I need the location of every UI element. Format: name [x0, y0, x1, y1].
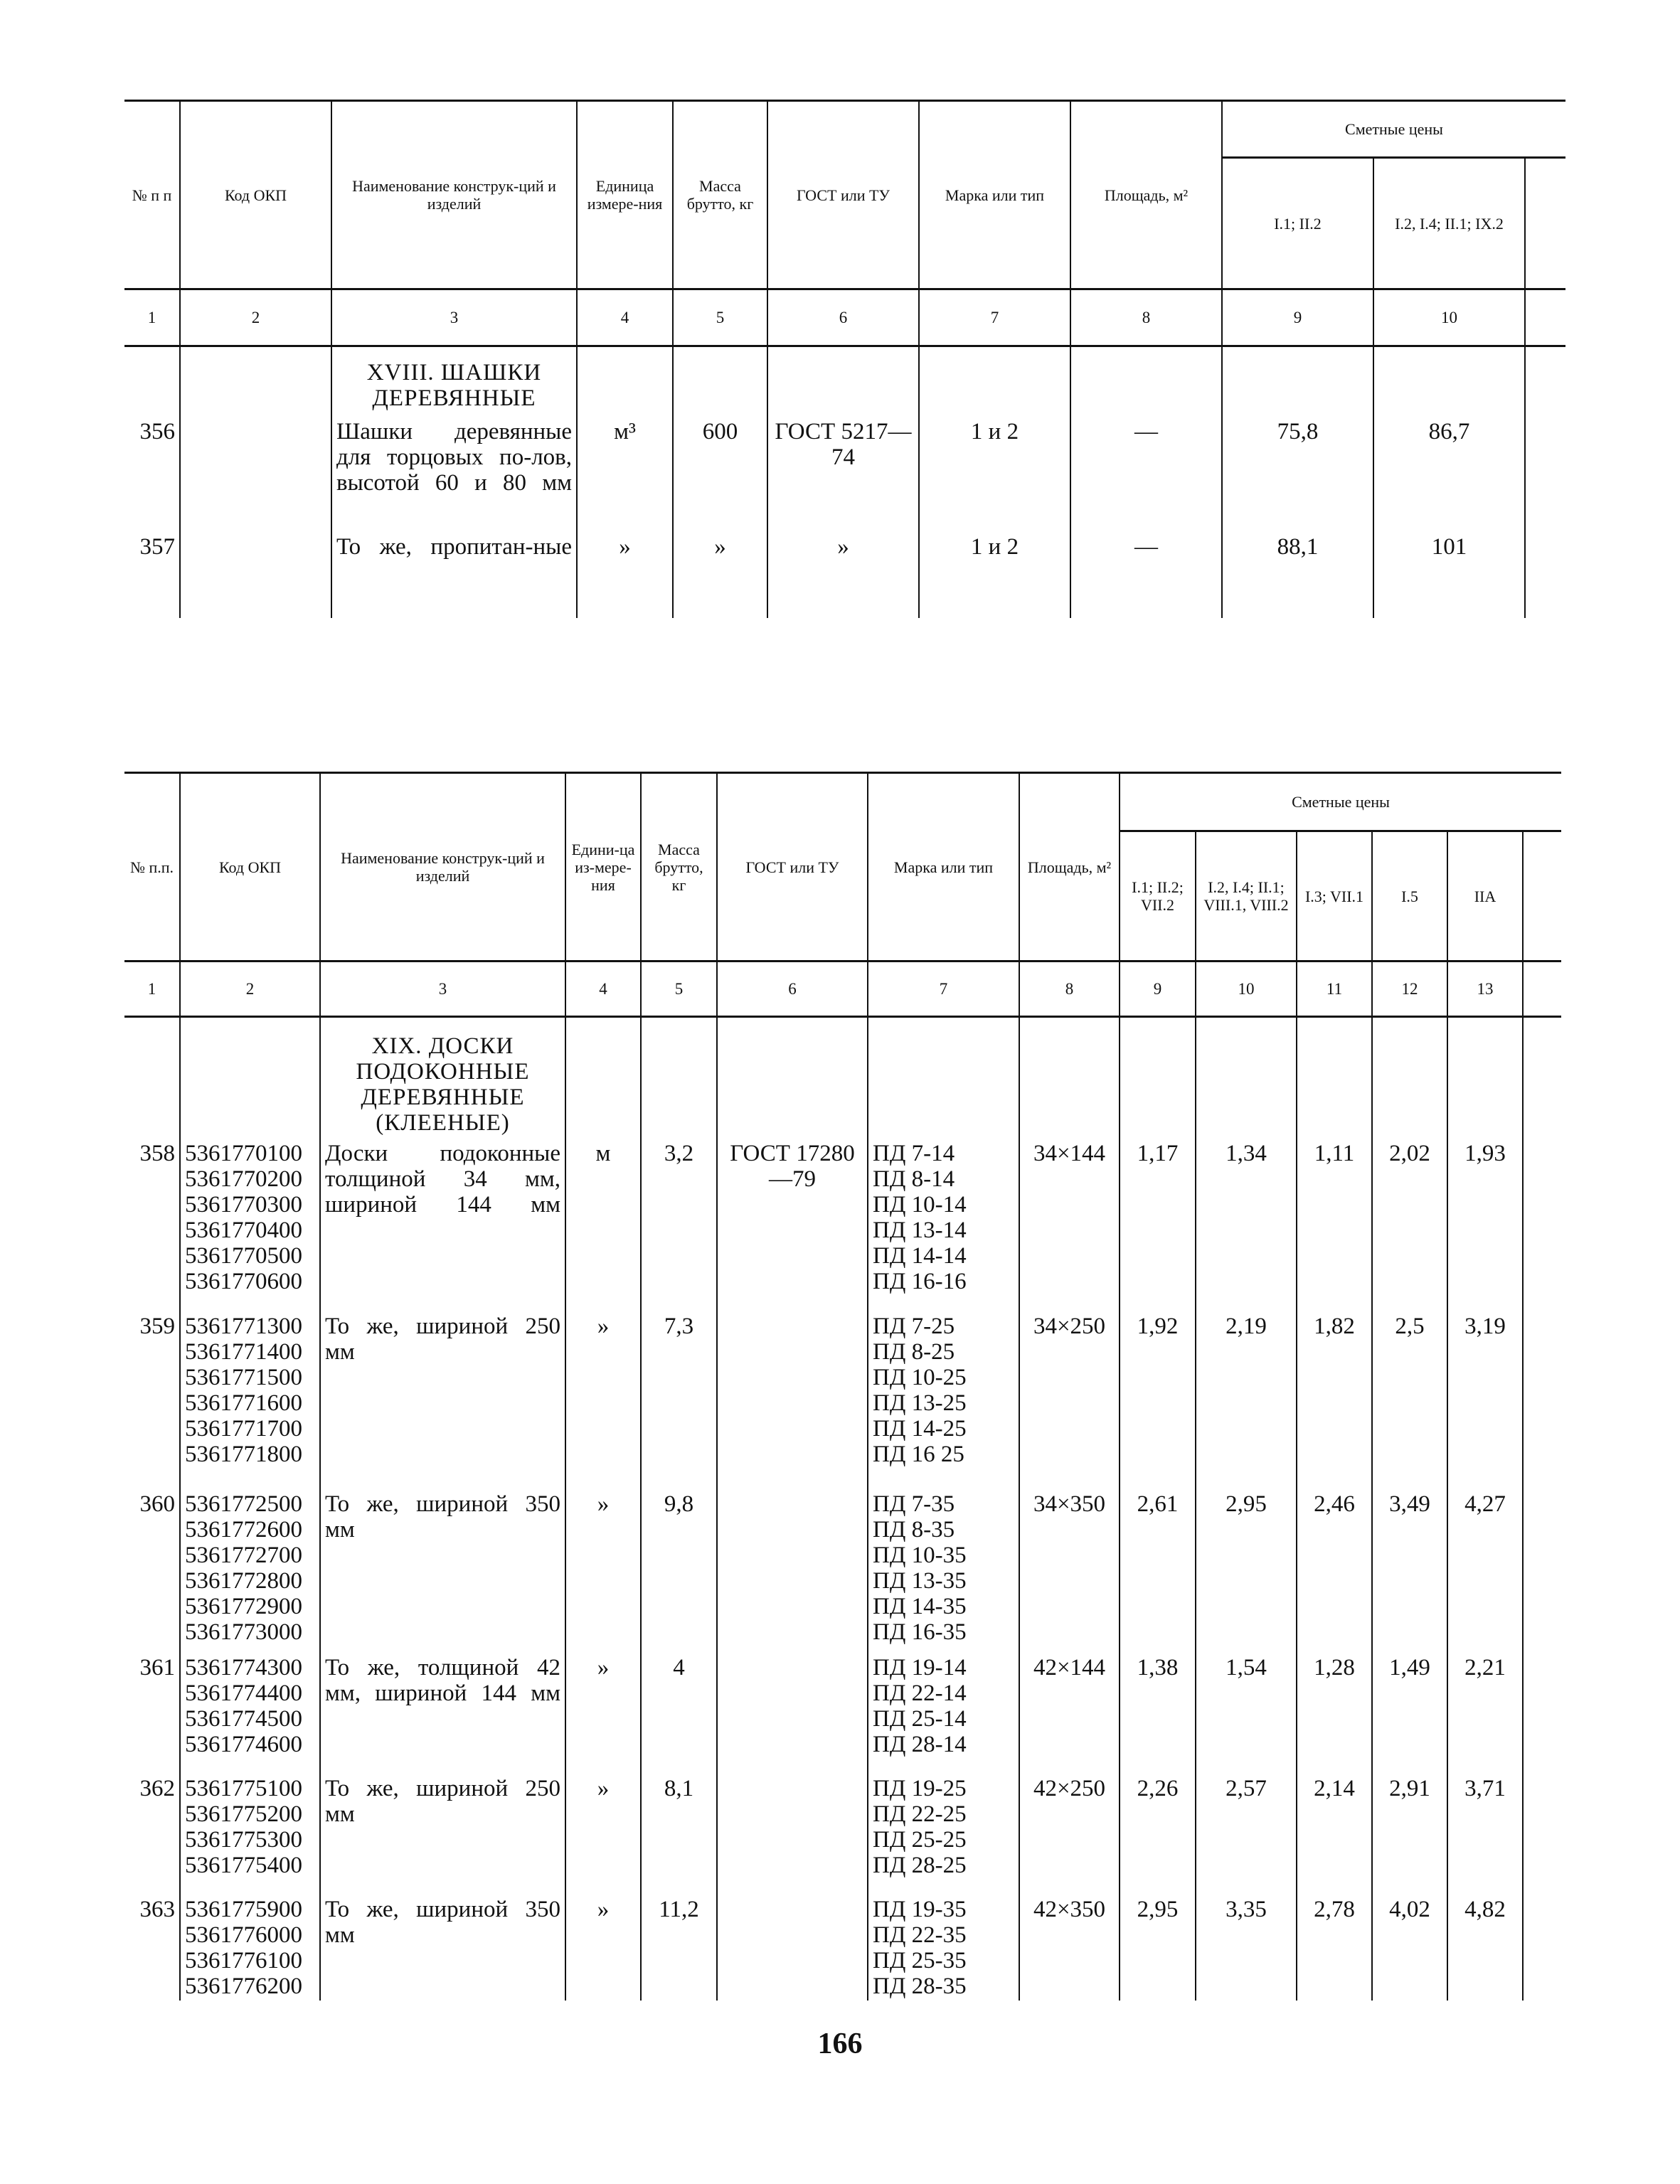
header-num: № п.п. [124, 773, 180, 962]
header-num: № п п [124, 101, 180, 289]
table-row [124, 1139, 1561, 1312]
col-number: 1 [124, 962, 180, 1017]
row-num: 356 [139, 418, 175, 444]
price-5: 3,19 [1447, 1312, 1523, 1490]
row-num: 360 [139, 1491, 175, 1517]
cell-empty [1019, 1017, 1120, 1139]
header-okp: Код ОКП [180, 773, 320, 962]
price-1: 2,26 [1120, 1774, 1196, 1895]
area-value: 42×250 [1019, 1774, 1120, 1895]
mark-value: ПД 19-35 [873, 1896, 967, 1922]
mass-value: 7,3 [641, 1312, 717, 1490]
header-okp: Код ОКП [180, 101, 331, 289]
okp-code: 5361771800 [185, 1441, 302, 1467]
item-name: То же, толщиной 42 мм, шириной 144 мм [320, 1653, 565, 1774]
gost-value [717, 1895, 868, 2001]
mark-value: ПД 25-14 [873, 1705, 967, 1732]
col-number-extra [1525, 289, 1565, 346]
mark-value: 1 и 2 [919, 533, 1070, 618]
unit-value: м³ [577, 417, 673, 533]
mark-value: ПД 16-16 [873, 1268, 967, 1294]
header-mark: Марка или тип [868, 773, 1019, 962]
col-number: 8 [1070, 289, 1222, 346]
mark-value: ПД 7-25 [873, 1313, 955, 1339]
section-title: XVIII. ШАШКИ ДЕРЕВЯННЫЕ [331, 346, 577, 417]
item-name: То же, шириной 350 мм [320, 1895, 565, 2001]
okp-codes [180, 1774, 320, 1895]
col-number-extra [1523, 962, 1561, 1017]
price-2: 1,54 [1196, 1653, 1297, 1774]
cell-empty [919, 346, 1070, 417]
unit-value: м [565, 1139, 641, 1312]
price-3: 1,28 [1297, 1653, 1372, 1774]
price-1: 2,61 [1120, 1490, 1196, 1653]
header-mass: Масса брутто, кг [673, 101, 767, 289]
unit-value: » [565, 1774, 641, 1895]
header-gost: ГОСТ или ТУ [717, 773, 868, 962]
mark-value: ПД 10-25 [873, 1364, 967, 1390]
header-price-5: IIA [1447, 831, 1523, 962]
price-1: 75,8 [1222, 417, 1373, 533]
cell-empty [1525, 417, 1565, 533]
gost-value: » [767, 533, 919, 618]
price-2: 1,34 [1196, 1139, 1297, 1312]
okp-code: 5361776000 [185, 1922, 302, 1948]
mark-value: ПД 19-25 [873, 1775, 967, 1801]
table-xviii [124, 100, 1565, 618]
unit-value: » [565, 1653, 641, 1774]
mark-value: ПД 22-35 [873, 1922, 967, 1948]
header-price-1: I.1; II.2; VII.2 [1120, 831, 1196, 962]
gost-value [717, 1312, 868, 1490]
mark-value: ПД 14-35 [873, 1593, 967, 1619]
okp-code: 5361771400 [185, 1338, 302, 1365]
mark-list [868, 1490, 1019, 1653]
price-4: 3,49 [1372, 1490, 1447, 1653]
row-num: 357 [139, 533, 175, 560]
okp-code: 5361773000 [185, 1619, 302, 1645]
header-mark: Марка или тип [919, 101, 1070, 289]
header-prices-group: Сметные цены [1120, 773, 1561, 831]
okp-code: 5361776100 [185, 1947, 302, 1973]
item-name: То же, шириной 350 мм [320, 1490, 565, 1653]
mark-value: ПД 8-14 [873, 1166, 955, 1192]
header-price-extra [1523, 831, 1561, 962]
unit-value: » [565, 1490, 641, 1653]
okp-code: 5361770100 [185, 1140, 302, 1166]
okp-code: 5361770600 [185, 1268, 302, 1294]
price-2: 3,35 [1196, 1895, 1297, 2001]
price-5: 4,82 [1447, 1895, 1523, 2001]
mass-value: 4 [641, 1653, 717, 1774]
okp-code: 5361771500 [185, 1364, 302, 1390]
mark-value: ПД 28-25 [873, 1852, 967, 1878]
header-gost: ГОСТ или ТУ [767, 101, 919, 289]
col-number: 4 [565, 962, 641, 1017]
gost-value: ГОСТ 5217—74 [767, 417, 919, 533]
cell-empty [565, 1017, 641, 1139]
price-1: 1,92 [1120, 1312, 1196, 1490]
area-value: 42×144 [1019, 1653, 1120, 1774]
okp-code: 5361772900 [185, 1593, 302, 1619]
unit-value: » [577, 533, 673, 618]
unit-value: » [565, 1895, 641, 2001]
okp-code: 5361770500 [185, 1242, 302, 1269]
price-4: 2,91 [1372, 1774, 1447, 1895]
section-title: XIX. ДОСКИ ПОДОКОННЫЕ ДЕРЕВЯННЫЕ (КЛЕЕНЫЕ) [320, 1017, 565, 1139]
price-3: 1,82 [1297, 1312, 1372, 1490]
area-value: — [1070, 417, 1222, 533]
mark-value: ПД 13-14 [873, 1217, 967, 1243]
price-1: 1,17 [1120, 1139, 1196, 1312]
mark-value: 1 и 2 [919, 417, 1070, 533]
price-5: 3,71 [1447, 1774, 1523, 1895]
price-3: 2,14 [1297, 1774, 1372, 1895]
col-number: 9 [1120, 962, 1196, 1017]
mark-value: ПД 7-35 [873, 1491, 955, 1517]
row-num: 359 [139, 1313, 175, 1339]
cell-empty [717, 1017, 868, 1139]
okp-code [180, 533, 331, 618]
header-unit: Единица измере-ния [577, 101, 673, 289]
mark-value: ПД 13-35 [873, 1567, 967, 1594]
header-price-2: I.2, I.4; II.1; VIII.1, VIII.2 [1196, 831, 1297, 962]
mark-list [868, 1895, 1019, 2001]
okp-code: 5361772500 [185, 1491, 302, 1517]
okp-codes [180, 1895, 320, 2001]
col-number: 2 [180, 962, 320, 1017]
row-num: 361 [139, 1654, 175, 1680]
okp-code: 5361774600 [185, 1731, 302, 1757]
gost-value [717, 1774, 868, 1895]
mass-value: 600 [673, 417, 767, 533]
mark-value: ПД 10-35 [873, 1542, 967, 1568]
price-1: 2,95 [1120, 1895, 1196, 2001]
cell-empty [1297, 1017, 1372, 1139]
cell-empty [1222, 346, 1373, 417]
col-number: 8 [1019, 962, 1120, 1017]
col-number: 4 [577, 289, 673, 346]
mark-value: ПД 7-14 [873, 1140, 955, 1166]
okp-code: 5361771700 [185, 1415, 302, 1442]
header-unit: Едини-ца из-мере-ния [565, 773, 641, 962]
cell-empty [1196, 1017, 1297, 1139]
okp-codes [180, 1139, 320, 1312]
mark-value: ПД 16 25 [873, 1441, 964, 1467]
mark-value: ПД 19-14 [873, 1654, 967, 1680]
mark-value: ПД 13-25 [873, 1390, 967, 1416]
header-price-3: I.3; VII.1 [1297, 831, 1372, 962]
cell-empty [641, 1017, 717, 1139]
item-name: То же, шириной 250 мм [320, 1774, 565, 1895]
gost-value: ГОСТ 17280—79 [717, 1139, 868, 1312]
col-number: 3 [331, 289, 577, 346]
table-xix [124, 772, 1561, 2001]
col-number: 3 [320, 962, 565, 1017]
col-number: 10 [1196, 962, 1297, 1017]
col-number: 1 [124, 289, 180, 346]
mark-list [868, 1312, 1019, 1490]
okp-code: 5361770300 [185, 1191, 302, 1218]
price-1: 88,1 [1222, 533, 1373, 618]
header-mass: Масса брутто, кг [641, 773, 717, 962]
mark-value: ПД 14-25 [873, 1415, 967, 1442]
okp-code: 5361776200 [185, 1973, 302, 1999]
table-row [124, 1653, 1561, 1774]
okp-codes [180, 1312, 320, 1490]
col-number: 9 [1222, 289, 1373, 346]
item-name: Доски подоконные толщиной 34 мм, шириной 144 мм [320, 1139, 565, 1312]
mass-value: 11,2 [641, 1895, 717, 2001]
price-5: 1,93 [1447, 1139, 1523, 1312]
mark-value: ПД 28-14 [873, 1731, 967, 1757]
mark-value: ПД 22-14 [873, 1680, 967, 1706]
price-4: 2,5 [1372, 1312, 1447, 1490]
mark-value: ПД 8-25 [873, 1338, 955, 1365]
item-name: То же, шириной 250 мм [320, 1312, 565, 1490]
okp-code: 5361774300 [185, 1654, 302, 1680]
gost-value [717, 1653, 868, 1774]
cell-empty [124, 346, 180, 417]
area-value: 34×350 [1019, 1490, 1120, 1653]
cell-empty [577, 346, 673, 417]
mark-list [868, 1139, 1019, 1312]
cell-empty [1523, 1490, 1561, 1653]
header-area: Площадь, м² [1070, 101, 1222, 289]
mark-value: ПД 8-35 [873, 1516, 955, 1543]
col-number: 7 [919, 289, 1070, 346]
price-2: 101 [1373, 533, 1525, 618]
page-number: 166 [817, 2028, 863, 2060]
price-4: 4,02 [1372, 1895, 1447, 2001]
area-value: — [1070, 533, 1222, 618]
cell-empty [1447, 1017, 1523, 1139]
header-area: Площадь, м² [1019, 773, 1120, 962]
cell-empty [1070, 346, 1222, 417]
okp-code: 5361772600 [185, 1516, 302, 1543]
okp-codes [180, 1653, 320, 1774]
area-value: 34×250 [1019, 1312, 1120, 1490]
mark-value: ПД 14-14 [873, 1242, 967, 1269]
okp-code: 5361771300 [185, 1313, 302, 1339]
cell-empty [1120, 1017, 1196, 1139]
cell-empty [1523, 1774, 1561, 1895]
col-number: 12 [1372, 962, 1447, 1017]
okp-code: 5361775400 [185, 1852, 302, 1878]
okp-code: 5361771600 [185, 1390, 302, 1416]
col-number: 6 [767, 289, 919, 346]
price-2: 86,7 [1373, 417, 1525, 533]
table-row [124, 1312, 1561, 1490]
row-num: 362 [139, 1775, 175, 1801]
okp-code: 5361775900 [185, 1896, 302, 1922]
mass-value: 9,8 [641, 1490, 717, 1653]
row-num: 363 [139, 1896, 175, 1922]
cell-empty [1523, 1312, 1561, 1490]
item-name: Шашки деревянные для торцовых по-лов, высотой 60 и 80 мм [331, 417, 577, 533]
table-row [124, 1895, 1561, 2001]
col-number: 5 [641, 962, 717, 1017]
col-number: 10 [1373, 289, 1525, 346]
price-5: 2,21 [1447, 1653, 1523, 1774]
header-price-4: I.5 [1372, 831, 1447, 962]
price-1: 1,38 [1120, 1653, 1196, 1774]
header-name: Наименование конструк-ций и изделий [331, 101, 577, 289]
header-name: Наименование конструк-ций и изделий [320, 773, 565, 962]
mass-value: » [673, 533, 767, 618]
col-number: 11 [1297, 962, 1372, 1017]
cell-empty [1525, 533, 1565, 618]
mark-value: ПД 16-35 [873, 1619, 967, 1645]
mass-value: 3,2 [641, 1139, 717, 1312]
mark-value: ПД 22-25 [873, 1801, 967, 1827]
gost-value [717, 1490, 868, 1653]
price-3: 2,46 [1297, 1490, 1372, 1653]
table-row [124, 1774, 1561, 1895]
price-4: 1,49 [1372, 1653, 1447, 1774]
cell-empty [1523, 1653, 1561, 1774]
cell-empty [1523, 1017, 1561, 1139]
cell-empty [1372, 1017, 1447, 1139]
price-2: 2,19 [1196, 1312, 1297, 1490]
header-price-extra [1525, 158, 1565, 289]
table-row [124, 1490, 1561, 1653]
price-2: 2,95 [1196, 1490, 1297, 1653]
cell-empty [767, 346, 919, 417]
cell-empty [1525, 346, 1565, 417]
okp-code: 5361775100 [185, 1775, 302, 1801]
mark-list [868, 1653, 1019, 1774]
header-price-2: I.2, I.4; II.1; IX.2 [1373, 158, 1525, 289]
col-number: 5 [673, 289, 767, 346]
row-num: 358 [139, 1140, 175, 1166]
price-3: 1,11 [1297, 1139, 1372, 1312]
item-name: То же, пропитан-ные [331, 533, 577, 618]
okp-code: 5361772700 [185, 1542, 302, 1568]
mark-list [868, 1774, 1019, 1895]
okp-code: 5361770200 [185, 1166, 302, 1192]
okp-code: 5361775300 [185, 1826, 302, 1853]
mark-value: ПД 25-25 [873, 1826, 967, 1853]
unit-value: » [565, 1312, 641, 1490]
price-2: 2,57 [1196, 1774, 1297, 1895]
okp-code: 5361774500 [185, 1705, 302, 1732]
okp-code: 5361775200 [185, 1801, 302, 1827]
okp-codes [180, 1490, 320, 1653]
okp-code: 5361772800 [185, 1567, 302, 1594]
cell-empty [180, 1017, 320, 1139]
mark-value: ПД 28-35 [873, 1973, 967, 1999]
cell-empty [124, 1017, 180, 1139]
area-value: 42×350 [1019, 1895, 1120, 2001]
col-number: 7 [868, 962, 1019, 1017]
mark-value: ПД 25-35 [873, 1947, 967, 1973]
okp-code: 5361770400 [185, 1217, 302, 1243]
price-5: 4,27 [1447, 1490, 1523, 1653]
price-3: 2,78 [1297, 1895, 1372, 2001]
okp-code: 5361774400 [185, 1680, 302, 1706]
header-prices-group: Сметные цены [1222, 101, 1565, 158]
col-number: 2 [180, 289, 331, 346]
cell-empty [180, 346, 331, 417]
cell-empty [1523, 1139, 1561, 1312]
mass-value: 8,1 [641, 1774, 717, 1895]
col-number: 6 [717, 962, 868, 1017]
okp-code [180, 417, 331, 533]
cell-empty [868, 1017, 1019, 1139]
cell-empty [1523, 1895, 1561, 2001]
col-number: 13 [1447, 962, 1523, 1017]
cell-empty [673, 346, 767, 417]
mark-value: ПД 10-14 [873, 1191, 967, 1218]
area-value: 34×144 [1019, 1139, 1120, 1312]
cell-empty [1373, 346, 1525, 417]
header-price-1: I.1; II.2 [1222, 158, 1373, 289]
price-4: 2,02 [1372, 1139, 1447, 1312]
